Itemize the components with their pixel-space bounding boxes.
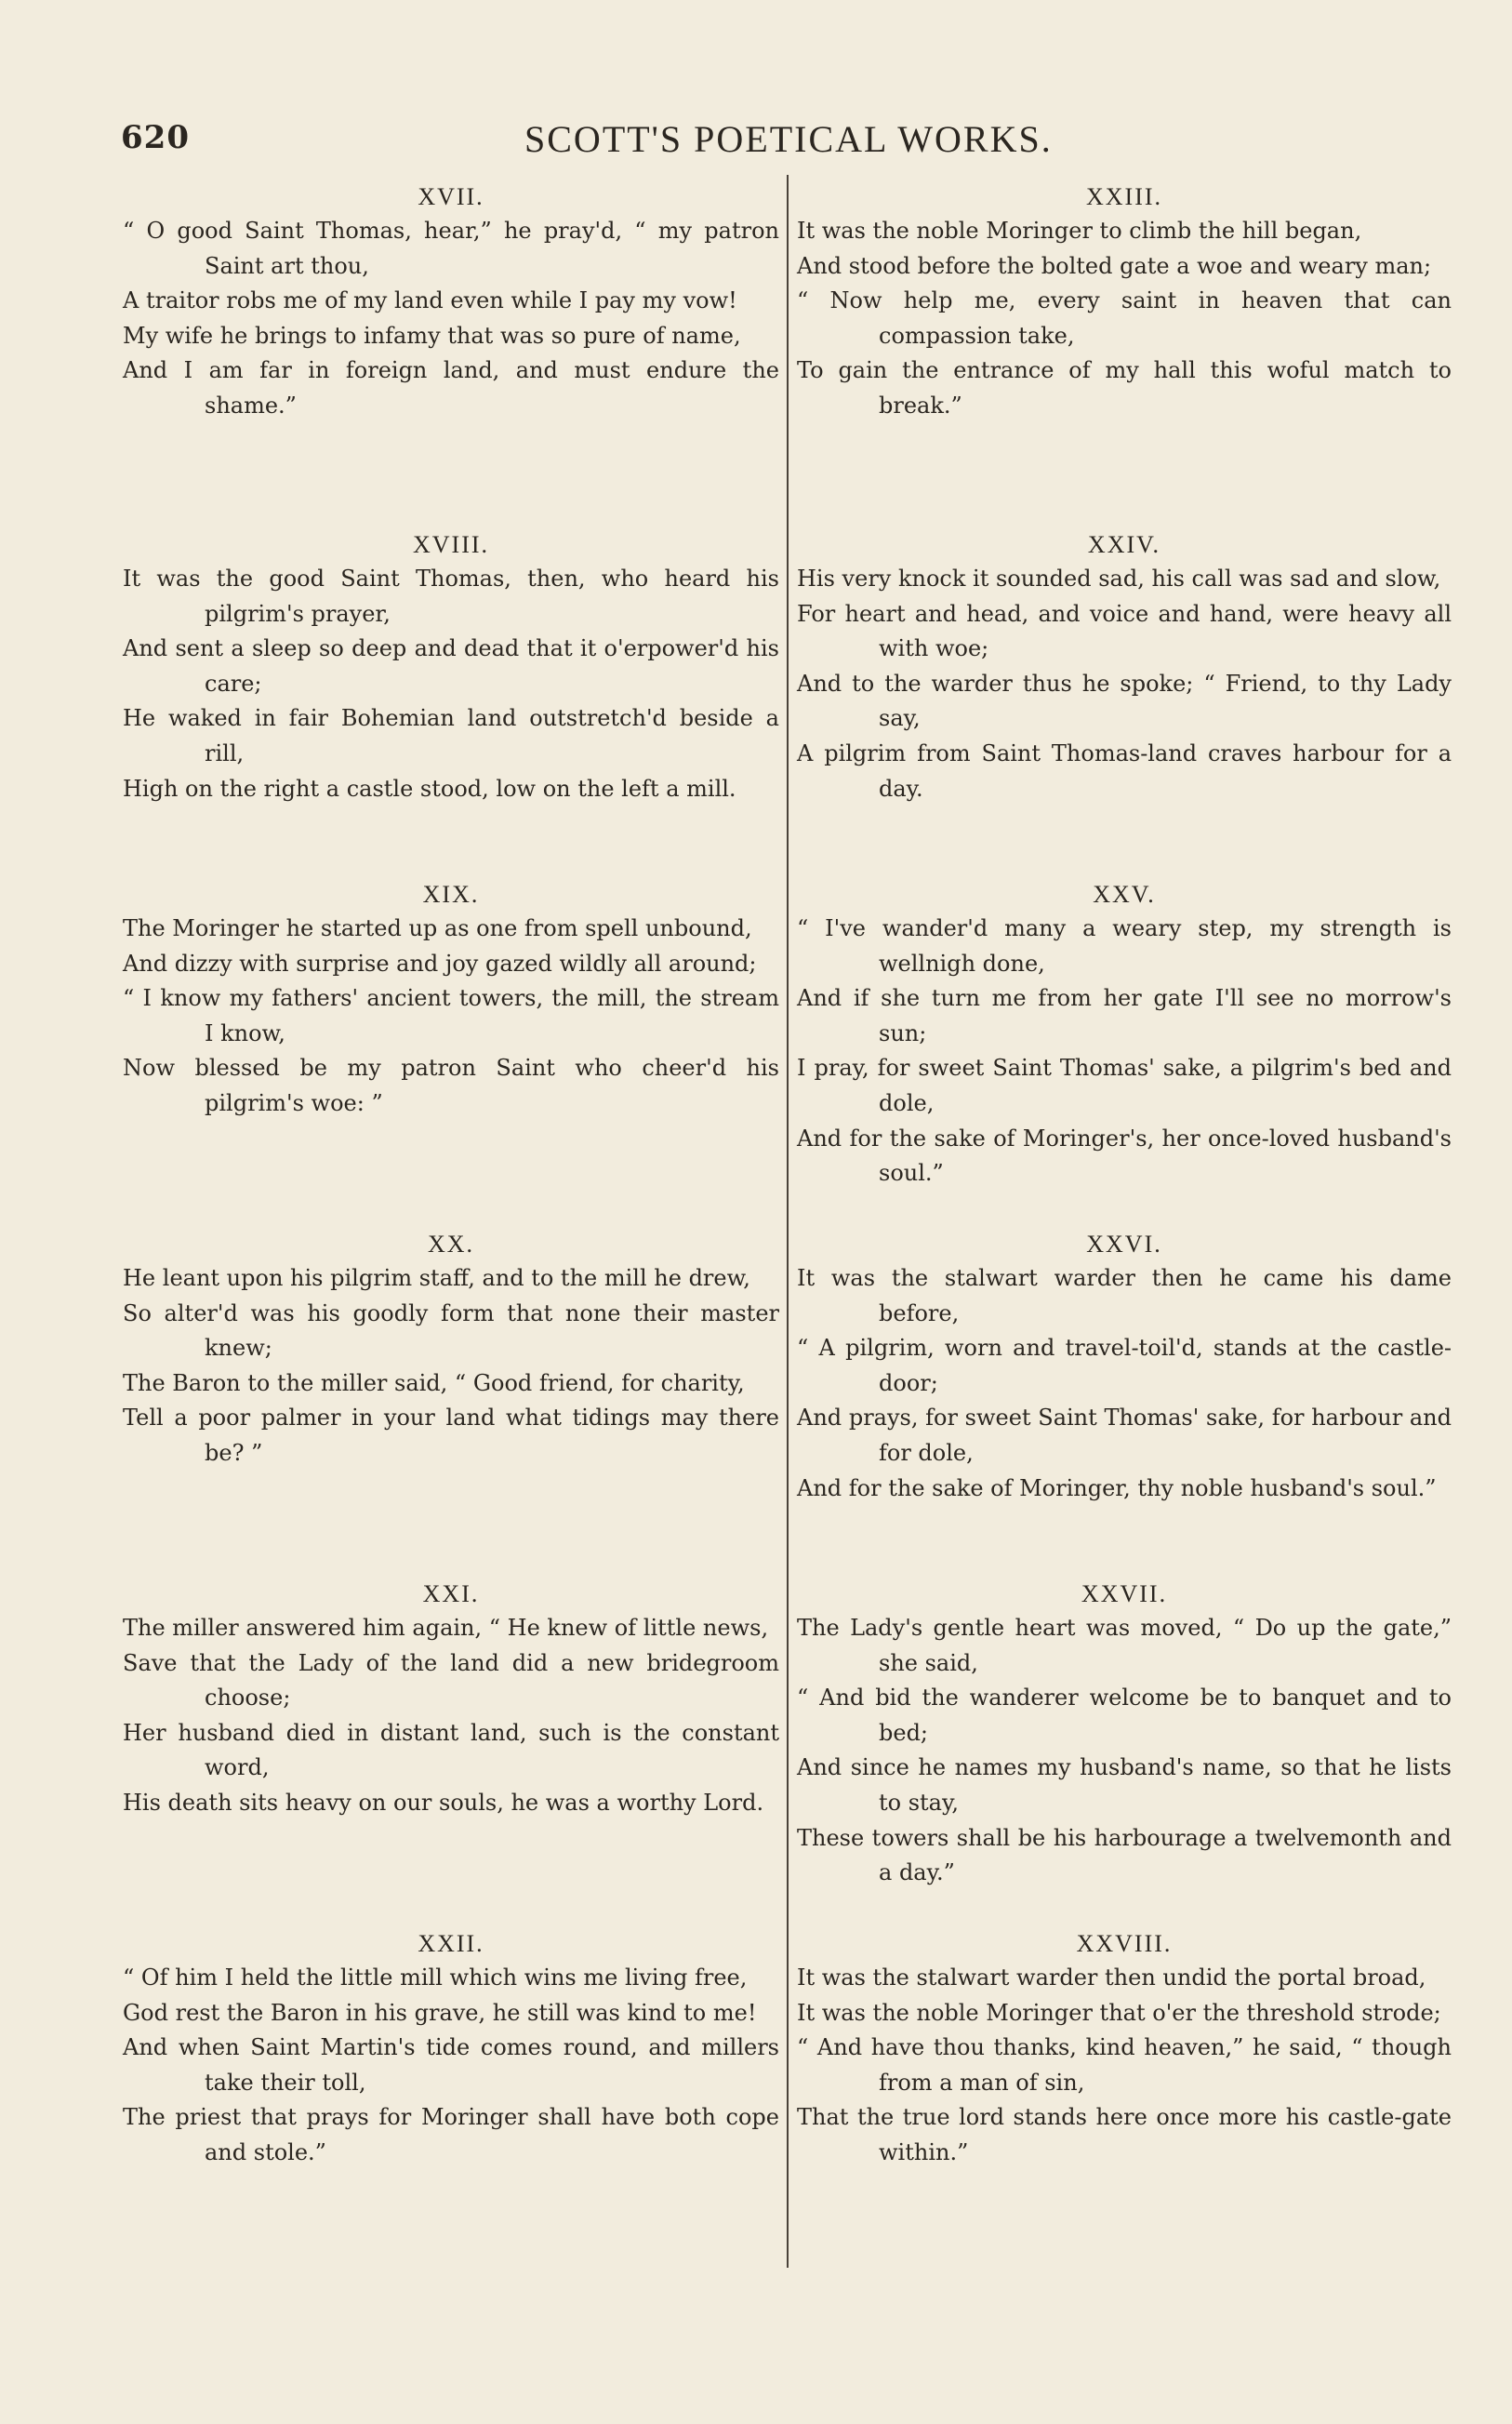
verse-line: The Moringer he started up as one from spell unbound, (123, 915, 752, 941)
verse-line: The miller answered him again, “ He knew of little news, (123, 1615, 769, 1641)
stanza-number: XXV. (1093, 881, 1156, 908)
page-header (121, 113, 1053, 169)
verse-line: “ I've wander'd many a weary step, my strength is wellnigh done, (797, 915, 1452, 977)
verse-line: The priest that prays for Moringer shall have both cope and stole.” (123, 2104, 779, 2165)
stanza-xxi (123, 1578, 779, 1821)
stanza-number: XVIII. (412, 531, 490, 558)
stanza-number: XXVII. (1081, 1580, 1168, 1607)
verse-line: “ And have thou thanks, kind heaven,” he said, “ though from a man of sin, (797, 2034, 1452, 2096)
verse-line: And for the sake of Moringer, thy noble husband's soul.” (797, 1474, 1437, 1501)
stanza-number: XXVIII. (1076, 1930, 1173, 1957)
verse-line: Her husband died in distant land, such is the constant word, (123, 1719, 779, 1781)
stanza-number: XVII. (418, 183, 484, 210)
verse-line: And stood before the bolted gate a woe and weary man; (797, 252, 1432, 279)
stanza-number: XXII. (418, 1930, 484, 1957)
stanza-number: XXIII. (1085, 183, 1163, 210)
column-divider (787, 175, 789, 2268)
verse-line: These towers shall be his harbourage a twelvemonth and a day.” (797, 1824, 1452, 1886)
stanza-number: XXVI. (1086, 1231, 1162, 1258)
page-number: 620 (121, 119, 190, 156)
verse-line: “ Of him I held the little mill which wins me living free, (123, 1965, 748, 1991)
verse-line: And to the warder thus he spoke; “ Friend, to thy Lady say, (797, 670, 1452, 732)
stanza-xvii (123, 180, 779, 424)
verse-line: God rest the Baron in his grave, he still was kind to me! (123, 1999, 757, 2026)
stanza-number: XXI. (422, 1580, 480, 1607)
verse-line: And when Saint Martin's tide comes round, and millers take their toll, (123, 2034, 779, 2096)
stanza-xxviii (797, 1927, 1452, 2171)
stanza-xix (123, 878, 779, 1122)
stanza-xxv (797, 878, 1452, 1192)
verse-line: “ I know my fathers' ancient towers, the mill, the stream I know, (123, 985, 779, 1046)
verse-line: “ A pilgrim, worn and travel-toil'd, stands at the castle-door; (797, 1335, 1452, 1396)
verse-line: He leant upon his pilgrim staff, and to the mill he drew, (123, 1265, 750, 1291)
verse-line: I pray, for sweet Saint Thomas' sake, a pilgrim's bed and dole, (797, 1055, 1452, 1116)
verse-line: And if she turn me from her gate I'll see no morrow's sun; (797, 985, 1452, 1046)
verse-line: “ And bid the wanderer welcome be to banquet and to bed; (797, 1685, 1452, 1746)
verse-line: He waked in fair Bohemian land outstretch'd beside a rill, (123, 705, 779, 766)
stanza-xxvi (797, 1228, 1452, 1506)
verse-line: “ O good Saint Thomas, hear,” he pray'd, “ my patron Saint art thou, (123, 218, 779, 279)
verse-line: To gain the entrance of my hall this woful match to break.” (797, 357, 1452, 419)
verse-line: So alter'd was his goodly form that none their master knew; (123, 1299, 779, 1362)
running-title: SCOTT'S POETICAL WORKS. (524, 118, 1053, 160)
stanza-xviii (123, 528, 779, 806)
verse-line: The Lady's gentle heart was moved, “ Do up the gate,” she said, (797, 1615, 1452, 1676)
verse-line: And for the sake of Moringer's, her once-loved husband's soul.” (797, 1125, 1452, 1187)
verse-line: It was the stalwart warder then undid the portal broad, (797, 1965, 1426, 1991)
verse-line: Now blessed be my patron Saint who cheer'd his pilgrim's woe: ” (123, 1055, 779, 1116)
stanza-xxiii (797, 180, 1452, 424)
verse-line: His very knock it sounded sad, his call was sad and slow, (797, 566, 1441, 592)
verse-line: A pilgrim from Saint Thomas-land craves harbour for a day. (797, 739, 1452, 802)
verse-line: It was the noble Moringer that o'er the threshold strode; (797, 1999, 1441, 2026)
verse-line: And prays, for sweet Saint Thomas' sake, for harbour and for dole, (797, 1405, 1452, 1466)
verse-line: My wife he brings to infamy that was so pure of name, (123, 322, 741, 349)
verse-line: High on the right a castle stood, low on the left a mill. (123, 775, 736, 802)
verse-line: That the true lord stands here once more his castle-gate within.” (797, 2104, 1452, 2165)
stanza-xx (123, 1228, 779, 1472)
verse-line: “ Now help me, every saint in heaven that can compassion take, (797, 287, 1452, 349)
verse-line: His death sits heavy on our souls, he was a worthy Lord. (123, 1789, 764, 1816)
verse-line: And since he names my husband's name, so that he lists to stay, (797, 1754, 1452, 1816)
stanza-xxvii (797, 1578, 1452, 1891)
verse-line: Tell a poor palmer in your land what tidings may there be? ” (123, 1405, 779, 1466)
verse-line: It was the noble Moringer to climb the hill began, (797, 218, 1362, 244)
verse-line: And I am far in foreign land, and must endure the shame.” (123, 357, 779, 419)
verse-line: And dizzy with surprise and joy gazed wildly all around; (123, 950, 757, 977)
verse-line: And sent a sleep so deep and dead that it o'erpower'd his care; (123, 635, 779, 697)
stanza-number: XX. (427, 1231, 475, 1258)
stanza-number: XXIV. (1087, 531, 1161, 558)
verse-line: For heart and head, and voice and hand, were heavy all with woe; (797, 600, 1452, 662)
stanza-xxiv (797, 528, 1452, 806)
verse-line: A traitor robs me of my land even while I pay my vow! (123, 287, 737, 314)
verse-line: It was the stalwart warder then he came his dame before, (797, 1265, 1452, 1326)
verse-line: Save that the Lady of the land did a new bridegroom choose; (123, 1649, 779, 1711)
stanza-xxii (123, 1927, 779, 2171)
verse-line: It was the good Saint Thomas, then, who heard his pilgrim's prayer, (123, 566, 779, 627)
verse-line: The Baron to the miller said, “ Good friend, for charity, (123, 1369, 745, 1396)
stanza-number: XIX. (422, 881, 480, 908)
